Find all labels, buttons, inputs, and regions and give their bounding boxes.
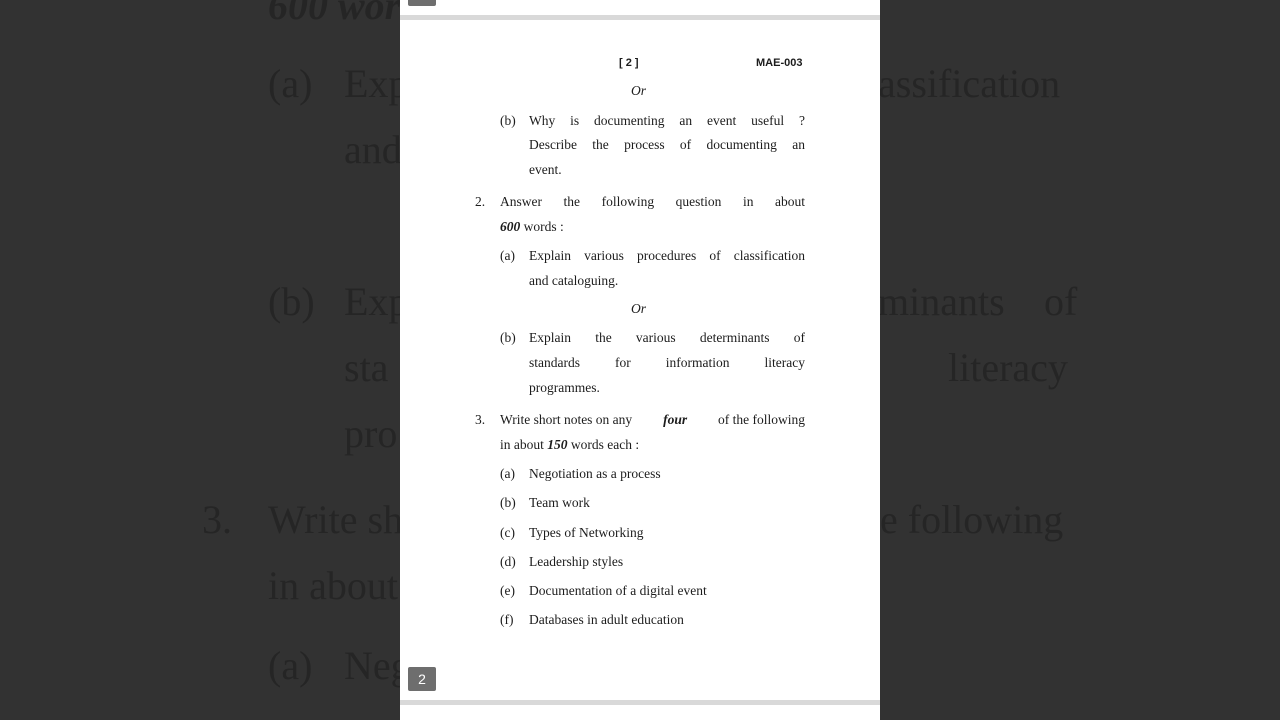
q3-item-text: Types of Networking (529, 525, 644, 540)
q2-word-count: 600 (500, 219, 521, 234)
q2b-line: programmes. (529, 380, 600, 395)
q3-item-label: (c) (500, 525, 515, 540)
q3-item-text: Databases in adult education (529, 612, 684, 627)
q1b-line: event. (529, 162, 562, 177)
previous-page-badge (408, 0, 436, 6)
q1b-line: Describe the process of documenting an (529, 137, 805, 152)
q3-line: in about 150 words each : (500, 437, 640, 452)
previous-page-edge (400, 0, 880, 15)
q2a-line: Explain various procedures of classification (529, 248, 805, 263)
or-separator: Or (631, 301, 647, 316)
q3-item-label: (b) (500, 495, 516, 510)
q3-item-text: Negotiation as a process (529, 466, 661, 481)
q2a-line: and cataloguing. (529, 273, 619, 288)
next-page-edge (400, 705, 880, 720)
q3-item-label: (e) (500, 583, 515, 598)
q3-item-text: Team work (529, 495, 590, 510)
q2-number: 2. (475, 194, 486, 209)
page-number-badge: 2 (408, 667, 436, 691)
q3-item-label: (a) (500, 466, 515, 481)
q3-item-text: Leadership styles (529, 554, 624, 569)
q3-line: Write short notes on any four of the following (500, 412, 805, 427)
course-code: MAE-003 (756, 57, 803, 69)
page-number-header: [ 2 ] (619, 57, 639, 69)
q1b-label: (b) (500, 113, 516, 128)
q3-item-text: Documentation of a digital event (529, 583, 707, 598)
q2b-line: Explain the various determinants of (529, 330, 805, 345)
q2-line: 600 words : (500, 219, 564, 234)
q2a-label: (a) (500, 248, 515, 263)
q2-line: Answer the following question in about (500, 194, 805, 209)
q1b-line: Why is documenting an event useful ? (529, 113, 805, 128)
document-page (400, 20, 880, 700)
q3-item-label: (d) (500, 554, 516, 569)
q3-number: 3. (475, 412, 486, 427)
q3-item-label: (f) (500, 612, 514, 627)
q2b-line: standards for information literacy (529, 355, 805, 370)
or-separator: Or (631, 83, 647, 98)
q2b-label: (b) (500, 330, 516, 345)
